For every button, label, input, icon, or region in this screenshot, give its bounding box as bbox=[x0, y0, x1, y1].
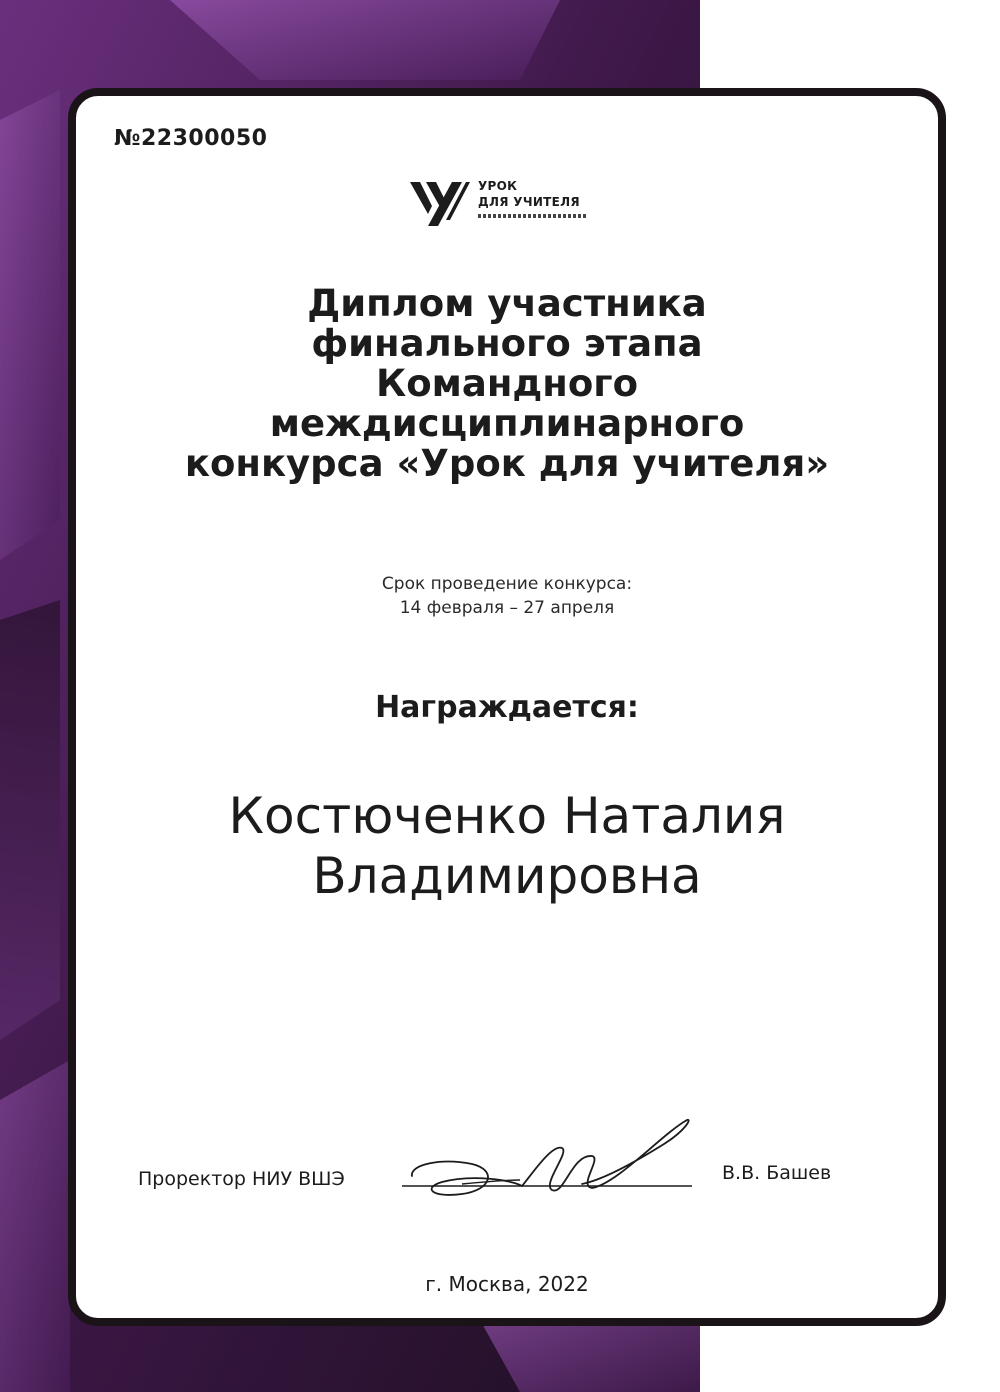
logo-line-2: ДЛЯ УЧИТЕЛЯ bbox=[478, 195, 580, 209]
title-line: Командного bbox=[375, 362, 639, 405]
certificate-number: №22300050 bbox=[114, 126, 268, 151]
logo-line-1: УРОК bbox=[478, 179, 518, 193]
recipient-line: Костюченко Наталия bbox=[228, 787, 786, 845]
diploma-title bbox=[76, 284, 938, 484]
uu-logo-icon bbox=[408, 180, 470, 228]
logo-text bbox=[478, 178, 580, 210]
contest-period bbox=[76, 572, 938, 620]
title-line: междисциплинарного bbox=[269, 402, 745, 445]
logo-fine-print bbox=[478, 214, 586, 218]
title-line: Диплом участника bbox=[307, 282, 707, 325]
signature bbox=[402, 1114, 692, 1214]
recipient-line: Владимировна bbox=[312, 847, 702, 905]
diploma-card bbox=[68, 88, 946, 1326]
signer-role: Проректор НИУ ВШЭ bbox=[138, 1168, 345, 1190]
awarded-label: Награждается: bbox=[375, 690, 639, 725]
signer-name: В.В. Башев bbox=[722, 1162, 832, 1184]
period-dates: 14 февраля – 27 апреля bbox=[399, 598, 615, 618]
recipient-name bbox=[76, 786, 938, 906]
period-label: Срок проведение конкурса: bbox=[381, 574, 633, 594]
title-line: конкурса «Урок для учителя» bbox=[184, 442, 830, 485]
title-line: финального этапа bbox=[311, 322, 703, 365]
place-and-year: г. Москва, 2022 bbox=[425, 1272, 589, 1296]
logo bbox=[408, 178, 598, 238]
